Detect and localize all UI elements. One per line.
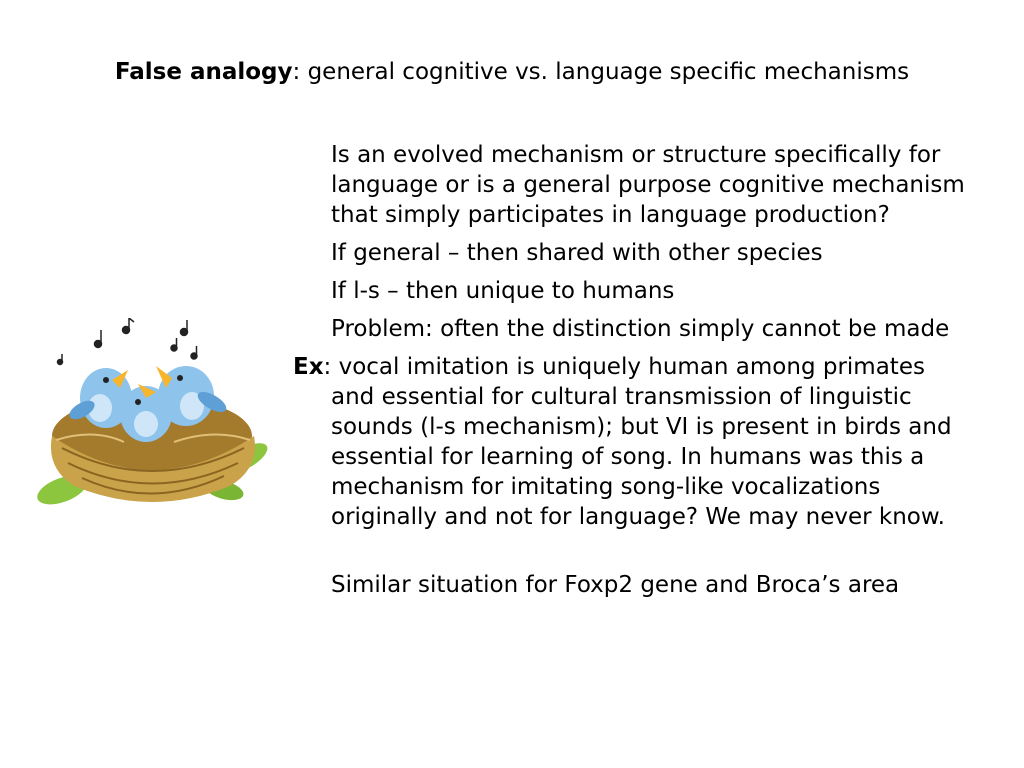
slide-title	[0, 57, 1024, 87]
slide-body	[293, 140, 973, 608]
paragraph-closing: Similar situation for Foxp2 gene and Broca’s area	[331, 572, 900, 598]
paragraph-problem: Problem: often the distinction simply cannot be made	[331, 316, 950, 342]
title-rest: : general cognitive vs. language specific mechanisms	[292, 59, 910, 85]
singing-birds-nest-icon	[34, 318, 272, 518]
title-bold: False analogy	[114, 59, 293, 85]
paragraph-general: If general – then shared with other species	[331, 240, 823, 266]
example-label: Ex	[293, 354, 324, 380]
paragraph-language-specific: If l-s – then unique to humans	[331, 278, 675, 304]
paragraph-question: Is an evolved mechanism or structure specifically for language or is a general purpose cognitive mechanism that simply participates in language production?	[331, 142, 965, 228]
example-text: : vocal imitation is uniquely human among primates and essential for cultural transmission of linguistic sounds (l-s mechanism); but VI is present in birds and essential for learning of song. In humans was this a mechanism for imitating song-like vocalizations originally and not for language? We may never know.	[323, 354, 952, 530]
paragraph-example	[293, 352, 973, 532]
